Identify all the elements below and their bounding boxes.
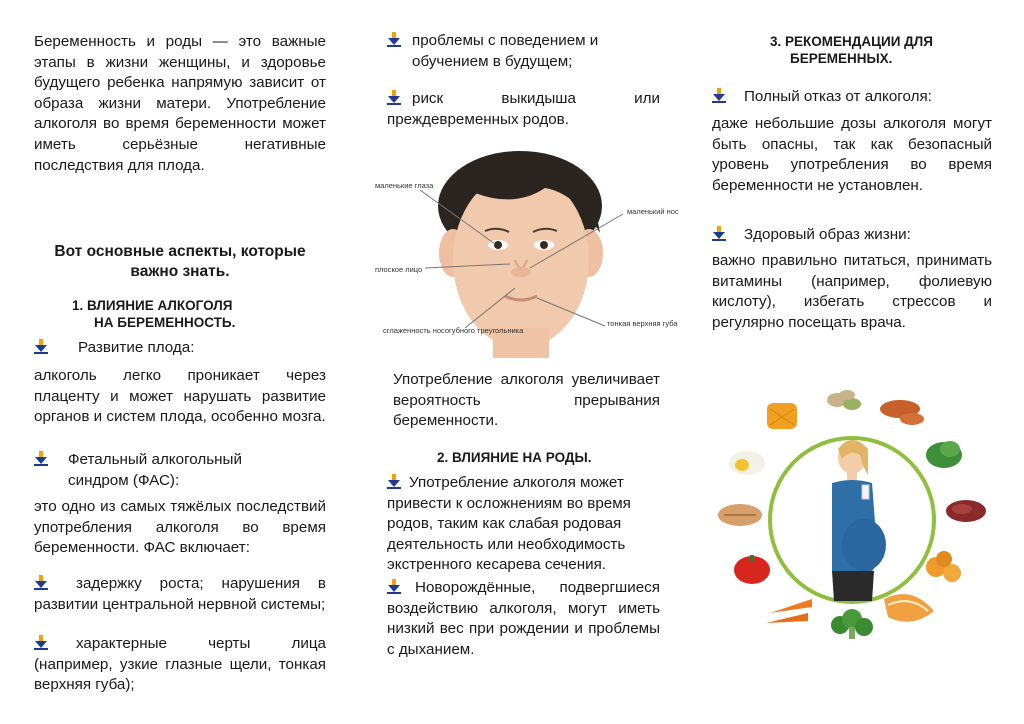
- bullet-behavior: [387, 31, 660, 72]
- column-1: [34, 0, 326, 724]
- bullet-miscarriage: [387, 89, 660, 130]
- label-small-eyes: маленькие глаза: [375, 181, 434, 190]
- food-spinach: [926, 441, 962, 468]
- healthy-text: важно правильно питаться, принимать витамины (например, фолиевую кислоту), избегать стрессов и регулярно посещать врача.: [712, 252, 992, 331]
- section1-title: [72, 297, 235, 331]
- food-apricots: [926, 551, 961, 582]
- food-sweet-potato: [880, 400, 924, 425]
- sub-bullet-face-text: характерные черты лица (например, узкие глазные щели, тонкая верхняя губа);: [34, 635, 326, 694]
- food-egg: [729, 451, 765, 475]
- section1-title-line2: НА БЕРЕМЕННОСТЬ.: [94, 315, 236, 330]
- aspects-heading: Вот основные аспекты, которые важно знать.: [54, 243, 306, 280]
- food-chicken: [718, 504, 762, 526]
- intro-paragraph: Беременность и роды — это важные этапы в жизни женщины, и здоровье будущего ребенка напрямую зависит от образа жизни матери. Употребление алкоголя во время беременности может иметь серьёзные негативные последствия для плода.: [34, 33, 326, 174]
- label-smooth-philtrum: сглаженность носогубного треугольника: [383, 326, 524, 335]
- fetal-development-text: алкоголь легко проникает через плаценту и может нарушать развитие органов и систем плода, особенно мозга.: [34, 367, 326, 426]
- food-melon: [884, 594, 934, 622]
- bullet-arrow-icon: [34, 635, 48, 651]
- bullet-complications: [387, 473, 660, 576]
- section3-title: [770, 33, 933, 67]
- food-pistachios: [827, 390, 861, 410]
- bullet-arrow-icon: [387, 90, 401, 106]
- healthy-food-circle-illustration: [712, 385, 992, 655]
- bullet-healthy-lifestyle-label: Здоровый образ жизни:: [744, 226, 911, 243]
- bullet-complications-text: Употребление алкоголя может привести к осложнениям во время родов, таким как слабая родовая деятельность или необходимость экстренного кесарева сечения.: [387, 474, 631, 574]
- food-carrots: [766, 599, 812, 623]
- bullet-arrow-icon: [712, 226, 726, 242]
- sub-bullet-growth-text: задержку роста; нарушения в развитии центральной нервной системы;: [34, 575, 326, 613]
- sub-bullet-growth: [34, 574, 326, 615]
- bullet-arrow-icon: [387, 32, 401, 48]
- bullet-alcohol-refusal-label: Полный отказ от алкоголя:: [744, 88, 932, 105]
- section2-title: 2. ВЛИЯНИЕ НА РОДЫ.: [437, 450, 592, 465]
- fas-text: это одно из самых тяжёлых последствий употребления алкоголя во время беременности. ФАС включает:: [34, 498, 326, 557]
- bullet-newborns: [387, 578, 660, 660]
- food-peppers: [734, 555, 770, 584]
- label-small-nose: маленький нос: [627, 207, 679, 216]
- food-mango: [767, 403, 797, 429]
- column-3: [712, 0, 992, 724]
- bullet-fetal-development: [34, 338, 326, 359]
- refusal-text: даже небольшие дозы алкоголя могут быть опасны, так как безопасный уровень употребления во время беременности не установлен.: [712, 115, 992, 194]
- section3-title-line2: БЕРЕМЕННЫХ.: [790, 51, 893, 66]
- bullet-fas-label: Фетальный алкогольный синдром (ФАС):: [68, 451, 242, 489]
- sub-bullet-face: [34, 634, 326, 696]
- bullet-fetal-development-label: Развитие плода:: [78, 339, 195, 356]
- bullet-arrow-icon: [387, 474, 401, 490]
- label-flat-face: плоское лицо: [375, 265, 423, 274]
- label-thin-lip: тонкая верхняя губа: [607, 319, 678, 328]
- bullet-arrow-icon: [387, 579, 401, 595]
- bullet-arrow-icon: [34, 451, 48, 467]
- bullet-alcohol-refusal: [712, 87, 992, 108]
- column-2: [365, 0, 679, 724]
- bullet-arrow-icon: [712, 88, 726, 104]
- bullet-arrow-icon: [34, 339, 48, 355]
- food-meat: [946, 500, 986, 522]
- section1-title-line1: 1. ВЛИЯНИЕ АЛКОГОЛЯ: [72, 298, 233, 313]
- child-face-illustration: [365, 148, 685, 358]
- bullet-newborns-text: Новорождённые, подвергшиеся воздействию алкоголя, могут иметь низкий вес при рождении и проблемы с дыханием.: [387, 579, 660, 658]
- bullet-behavior-text: проблемы с поведением и обучением в будущем;: [412, 32, 599, 70]
- section3-title-line1: 3. РЕКОМЕНДАЦИИ ДЛЯ: [770, 34, 933, 49]
- bullet-miscarriage-text: риск выкидыша или преждевременных родов.: [387, 90, 660, 128]
- bullet-healthy-lifestyle: [712, 225, 992, 246]
- bullet-fas: [34, 450, 326, 491]
- food-broccoli: [831, 609, 873, 639]
- bullet-arrow-icon: [34, 575, 48, 591]
- termination-text: Употребление алкоголя увеличивает вероятность прерывания беременности.: [393, 371, 660, 430]
